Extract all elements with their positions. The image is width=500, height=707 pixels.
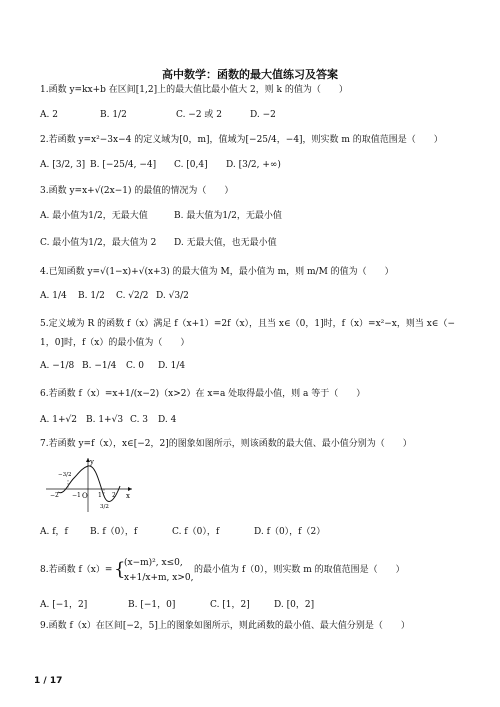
q9-stem: 9.函数 f（x）在区间[−2，5]上的图象如图所示，则此函数的最小值、最大值分别是（ ） [40, 621, 410, 631]
q7-tick-1: 1 [98, 492, 102, 499]
q7-option-d[interactable]: D. f（0），f（2） [254, 527, 326, 537]
q2-option-d[interactable]: D. [3/2, +∞) [226, 160, 281, 170]
q1-options [40, 109, 276, 121]
q3-option-d[interactable]: D. 无最大值，也无最小值 [174, 238, 277, 248]
q8-stem-suffix: 的最小值为 f（0），则实数 m 的取值范围是（ ） [194, 565, 405, 575]
q7-y-label: y [90, 458, 94, 466]
q8-option-a[interactable]: A. [−1，2] [40, 600, 88, 610]
q7-tick-neg1: −1 [72, 492, 81, 499]
q7-tick-2: 2 [112, 492, 116, 499]
q1-option-c[interactable]: C. −2 或 2 [176, 110, 223, 120]
q7-option-a[interactable]: A. f，f [40, 527, 68, 537]
q7-tick-neg3-2: −3/2 [58, 472, 72, 478]
q5-option-c[interactable]: C. 0 [126, 361, 145, 371]
q4-stem: 4.已知函数 y=√(1−x)+√(x+3) 的最大值为 M，最小值为 m，则 m/M 的值为（ ） [40, 267, 394, 277]
q3-stem: 3.函数 y=x+√(2x−1) 的最值的情况为（ ） [40, 186, 234, 196]
q2-option-a[interactable]: A. [3/2, 3] [40, 160, 86, 170]
q1-option-b[interactable]: B. 1/2 [100, 110, 127, 120]
q8-options [40, 599, 314, 611]
q6-option-c[interactable]: C. 3 [130, 415, 149, 425]
q2-stem: 2.若函数 y=x²−3x−4 的定义域为[0，m]，值域为[−25/4，−4]，则实数 m 的取值范围是（ ） [40, 135, 443, 145]
q3-options-row1 [40, 210, 282, 222]
q3-option-a[interactable]: A. 最小值为1/2，无最大值 [40, 211, 148, 221]
q7-options [40, 526, 325, 538]
q7-x-label: x [126, 492, 130, 500]
q1-stem: 1.函数 y=kx+b 在区间[1,2]上的最大值比最小值大 2，则 k 的值为（ ） [40, 85, 348, 95]
q7-function-graph [44, 456, 136, 514]
q5-stem-line1: 5.定义域为 R 的函数 f（x）满足 f（x+1）=2f（x），且当 x∈（0，1]时，f（x）=x²−x，则当 x∈（− [40, 319, 456, 329]
q6-option-b[interactable]: B. 1+√3 [86, 415, 124, 425]
q2-options [40, 159, 281, 171]
q4-options [40, 290, 189, 302]
q6-option-d[interactable]: D. 4 [158, 415, 177, 425]
q8-brace: { [114, 559, 126, 580]
q6-options [40, 414, 176, 426]
q8-stem-prefix: 8.若函数 f（x）= [40, 565, 113, 575]
q7-x-arrow [128, 487, 132, 491]
q8-option-d[interactable]: D. [0，2] [274, 600, 315, 610]
q7-option-c[interactable]: C. f（0），f [172, 527, 220, 537]
q4-option-c[interactable]: C. √2/2 [116, 291, 149, 301]
q5-option-b[interactable]: B. −1/4 [82, 361, 117, 371]
q5-options [40, 360, 185, 372]
q4-option-a[interactable]: A. 1/4 [40, 291, 67, 301]
q3-option-c[interactable]: C. 最小值为1/2，最大值为 2 [40, 238, 157, 248]
q5-option-d[interactable]: D. 1/4 [158, 361, 186, 371]
q4-option-b[interactable]: B. 1/2 [78, 291, 105, 301]
q8-option-c[interactable]: C. [1，2] [210, 600, 250, 610]
q1-option-d[interactable]: D. −2 [250, 110, 276, 120]
page-number: 1 / 17 [34, 676, 63, 686]
q5-option-a[interactable]: A. −1/8 [40, 361, 75, 371]
q8-piece1: (x−m)², x≤0, [124, 558, 183, 568]
q6-stem: 6.若函数 f（x）=x+1/(x−2)（x>2）在 x=a 处取得最小值，则 a 等于（ ） [40, 389, 366, 399]
q2-option-b[interactable]: B. [−25/4, −4] [90, 160, 157, 170]
q8-option-b[interactable]: B. [−1，0] [128, 600, 176, 610]
q2-option-c[interactable]: C. [0,4] [174, 160, 208, 170]
q5-stem-line2: 1，0]时，f（x）的最小值为（ ） [40, 338, 190, 348]
page-title: 高中数学：函数的最大值练习及答案 [162, 68, 338, 81]
q3-options-row2 [40, 237, 277, 249]
q7-stem: 7.若函数 y=f（x），x∈[−2，2]的图象如图所示，则该函数的最大值、最小值分别为（ ） [40, 439, 412, 449]
q6-option-a[interactable]: A. 1+√2 [40, 415, 77, 425]
q7-origin-label: O [82, 492, 88, 500]
q7-tick-3-2: 3/2 [100, 504, 109, 510]
q7-option-b[interactable]: B. f（0），f [90, 527, 138, 537]
q8-piece2: x+1/x+m, x>0, [124, 573, 194, 583]
q4-option-d[interactable]: D. √3/2 [156, 291, 189, 301]
q3-option-b[interactable]: B. 最大值为1/2，无最小值 [174, 211, 282, 221]
q7-tick-neg2: −2 [50, 492, 59, 499]
q1-option-a[interactable]: A. 2 [40, 110, 58, 120]
